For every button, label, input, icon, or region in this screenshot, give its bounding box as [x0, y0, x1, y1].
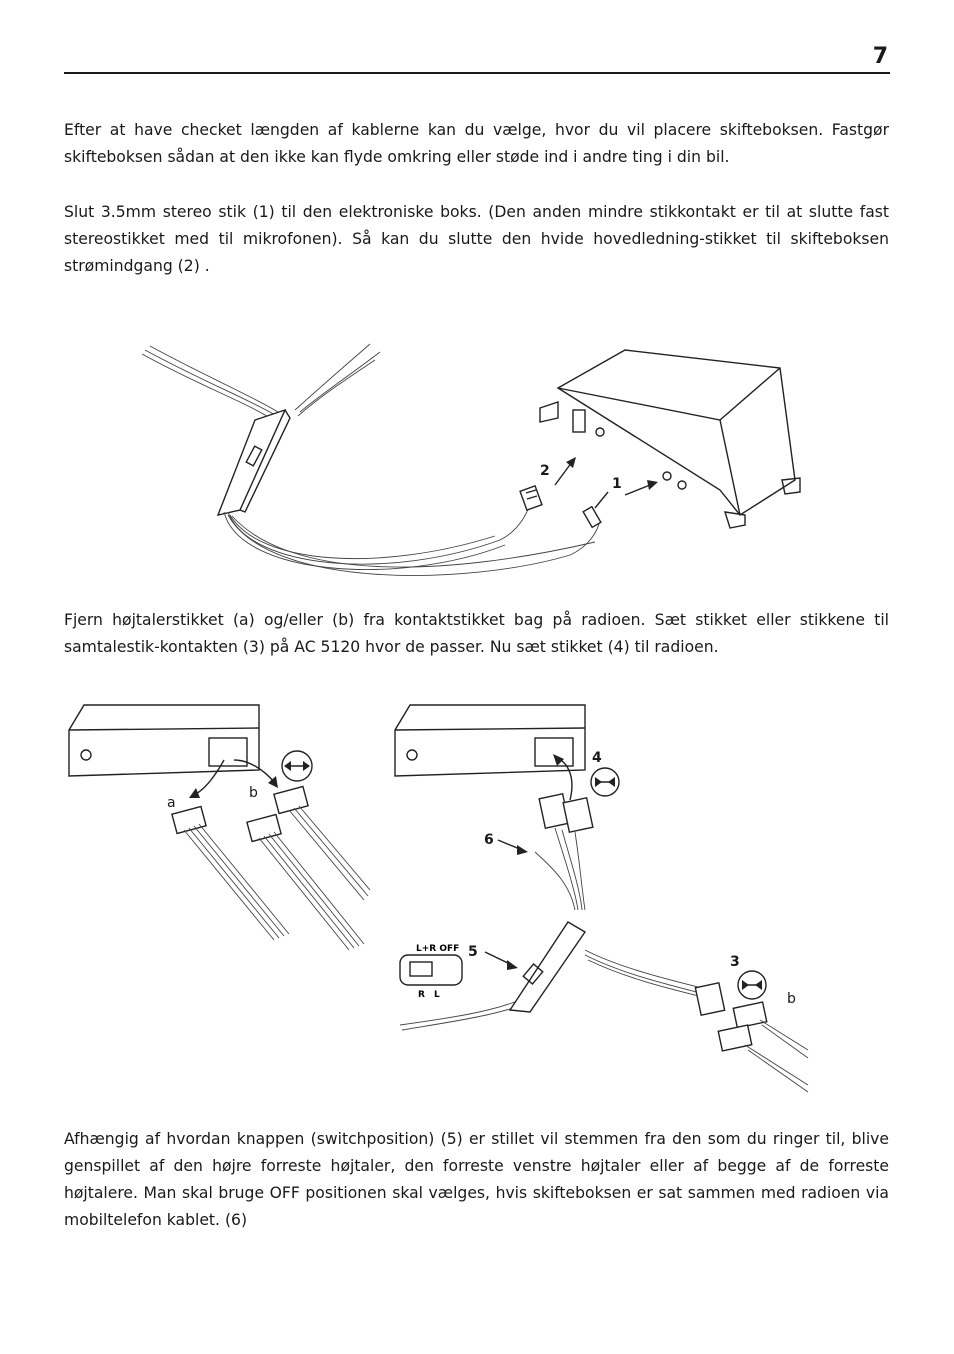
white-main-connector [520, 486, 542, 510]
switch-label-r: R [418, 990, 425, 1000]
paragraph-speaker-plugs: Fjern højtalerstikket (a) og/eller (b) fra kontaktstikket bag på radioen. Sæt stikket eller stikkene til samtalestik-kontakten (3) på AC 5120 hvor de passer. Nu sæt stikket (4) til radioen. [64, 611, 889, 656]
connect-icon-top [591, 768, 619, 796]
speaker-plugs-b [718, 1002, 808, 1092]
radio-plugs [539, 794, 593, 832]
harness-speaker-connector [695, 983, 724, 1015]
label-b: b [249, 785, 258, 801]
switch-position-detail [400, 944, 462, 1000]
page-number: 7 [872, 44, 888, 69]
wire-bundle [142, 344, 380, 420]
label-3: 3 [730, 954, 740, 970]
plug-b-upper [274, 786, 370, 900]
paragraph-switch-position: Afhængig af hvordan knappen (switchposition) (5) er stillet vil stemmen fra den som du ringer til, blive genspillet af den højre forreste højtaler, den forreste venstre højtaler eller af begge af de forreste højtalere. Man skal bruge OFF positionen skal vælges, hvis skifteboksen er sat sammen med radioen via mobiltelefon kablet. (6) [64, 1130, 889, 1229]
switch-label-l: L [434, 990, 440, 1000]
paragraph-placement: Efter at have checket længden af kablerne kan du vælge, hvor du vil placere skifteboksen. Fastgør skifteboksen sådan at den ikke kan flyde omkring eller støde ind i andre ting i din bil. [64, 121, 889, 166]
label-b-3: b [787, 991, 796, 1007]
label-1: 1 [612, 476, 622, 492]
label-4: 4 [592, 750, 602, 766]
inline-control-unit [218, 410, 290, 515]
wire-run [224, 495, 600, 576]
radio-unit [69, 705, 259, 776]
label-a: a [167, 795, 176, 811]
arrow-1 [625, 480, 658, 495]
paragraph-stereo-plug: Slut 3.5mm stereo stik (1) til den elektroniske boks. (Den anden mindre stikkontakt er til at slutte fast stereostikket med til mikrofonen). Så kan du slutte den hvide hovedledning-stikket til skifteboksen strømindgang (2) . [64, 203, 889, 275]
header-rule [64, 72, 890, 74]
exchange-icon [282, 751, 312, 781]
switch-label-top: L+R OFF [416, 944, 460, 954]
switch-box [540, 350, 800, 528]
inline-switch-unit [510, 922, 585, 1012]
radio-unit [395, 705, 585, 776]
connect-icon-bottom [738, 971, 766, 999]
figure-remove-speaker-plugs [64, 700, 374, 960]
plug-b-lower [247, 814, 364, 950]
label-5: 5 [468, 944, 478, 960]
stereo-jack-plug [583, 492, 608, 527]
harness-wires [400, 828, 715, 1030]
label-2: 2 [540, 463, 550, 479]
label-6: 6 [484, 832, 494, 848]
arrow-2 [555, 457, 576, 485]
figure-connect-harness [390, 700, 815, 1095]
figure-switchbox-connection [140, 340, 820, 590]
